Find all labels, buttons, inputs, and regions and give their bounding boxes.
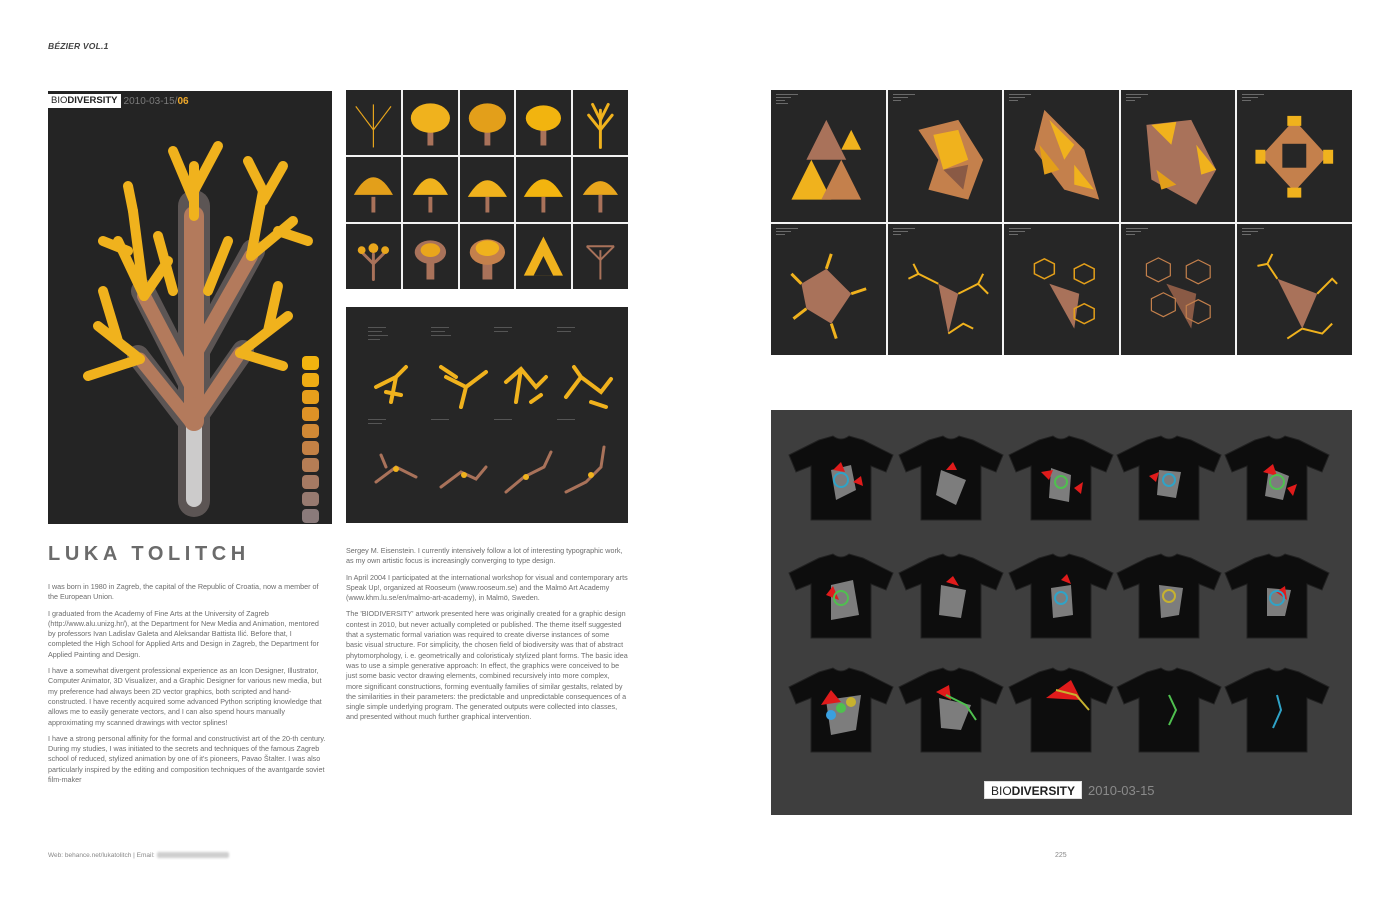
swatch: [302, 458, 319, 472]
bio-paragraph: I have a somewhat divergent professional experience as an Icon Designer, Illustrator, Computer Animator, 3D Visualizer, and a Graphic Designer for various new media, but my preference had always been 2D vector graphics, both scripted and hand-constructed. I have recently acquired some advanced Python scripting knowledge that allows me to easily generate vectors, and I can also spend hours manually approximating my scanned drawings with vector splines!: [48, 666, 322, 727]
tree-thumbnail: [346, 90, 401, 155]
footer-contact: [48, 852, 229, 859]
shirts-bio-light: BIO: [991, 784, 1012, 798]
tree-thumbnail: [573, 90, 628, 155]
fractal-panel: [771, 90, 886, 222]
fractal-panel: [1121, 90, 1236, 222]
tshirts-illustration: [771, 410, 1352, 815]
shirts-title-tag: [984, 781, 1155, 799]
fractal-panel: [888, 224, 1003, 356]
poster-bio-bold: DIVERSITY: [67, 95, 118, 106]
tree-thumbnail: [403, 157, 458, 222]
bio-paragraph: Sergey M. Eisenstein. I currently intensively follow a lot of interesting typographic work, as my own artistic focus is increasingly converging to type design.: [346, 546, 623, 566]
fractal-panel: [1237, 224, 1352, 356]
shirts-bio-label: [984, 781, 1082, 799]
fractal-panel: [1237, 90, 1352, 222]
tree-thumbnail: [516, 90, 571, 155]
swatch: [302, 509, 319, 523]
poster-bio-light: BIO: [51, 95, 68, 106]
poster-date: 2010-03-15/: [123, 95, 178, 107]
poster-tree-06: [48, 91, 332, 524]
tree-thumbnail: [346, 224, 401, 289]
tree-thumbnail: [403, 224, 458, 289]
bio-column-2: [346, 546, 628, 729]
swatch: [302, 441, 319, 455]
tree-thumbnail: [573, 157, 628, 222]
swatch: [302, 356, 319, 370]
tree-thumbnail: [460, 224, 515, 289]
fractal-panel: [1004, 90, 1119, 222]
author-name: LUKA TOLITCH: [48, 543, 250, 565]
poster-tree-illustration: [48, 91, 332, 524]
bio-paragraph: In April 2004 I participated at the international workshop for visual and contemporary arts Speak Up!, organized at Rooseum (www.rooseum.se) and the Malmö Art Academy (www.khm.lu.se/en/malmo-art-academy), in Malmö, Sweden.: [346, 572, 628, 603]
poster-color-swatches: [302, 356, 322, 524]
tree-thumbnail: [516, 224, 571, 289]
generative-structures-panel: [346, 307, 628, 523]
bio-paragraph: I graduated from the Academy of Fine Arts at the University of Zagreb (http://www.alu.unizg.hr/), at the Department for New Media and Animation, mentored by professors Ivan Ladislav Galeta and Aleksandar Battista Ilić. Before that, I completed the High School for Applied Arts and Design in Zagreb, the Department for Applied Painting and Design.: [48, 608, 319, 659]
tree-thumbnail: [460, 90, 515, 155]
bio-paragraph: I have a strong personal affinity for the formal and constructivist art of the 20-th century. During my studies, I was initiated to the secrets and techniques of the famous Zagreb school of reduced, stylized animation by one of it's pioneers, Pavao Štalter. I was also particularly inspired by the editing and composition techniques of the avantgarde soviet film-maker: [48, 733, 326, 785]
footer-web-email: Web: behance.net/lukatolitch | Email:: [48, 852, 155, 859]
tree-thumbnail: [346, 157, 401, 222]
swatch: [302, 492, 319, 506]
bio-paragraph: I was born in 1980 in Zagreb, the capital of the Republic of Croatia, now a member of the European Union.: [48, 582, 319, 602]
running-head: BÉZIER VOL.1: [48, 41, 109, 51]
tshirts-panel: [771, 410, 1352, 815]
bio-paragraph: The 'BIODIVERSITY' artwork presented here was originally created for a graphic design contest in 2010, but never actually completed or published. The theme itself suggested that a systematic formal variation was required to create diverse instances of some basic visual structure. For simplicity, the chosen field of biodiversity was that of abstract phytomorphology, i. e. geometrically and coloristicaly stylized plant forms. The basic idea was to use a simple generative approach: In effect, the graphics were conceived to be just some basic vector drawing elements, combined recursively into more complex, more significant constructions, forming eventually families of similar gestalts, related by the similarities in their parameters: the predictable and unpredictable consequences of a single simple underlying program. The generated outputs were collected into classes, and presented without much further graphical intervention.: [346, 609, 628, 722]
tree-thumbnail-grid: [346, 90, 628, 289]
blurred-email: [157, 852, 229, 858]
tree-thumbnail: [460, 157, 515, 222]
swatch: [302, 407, 319, 421]
swatch: [302, 424, 319, 438]
swatch: [302, 373, 319, 387]
page-number: 225: [1055, 852, 1067, 859]
bio-column-1: [48, 582, 326, 791]
tree-thumbnail: [573, 224, 628, 289]
fractal-panel: [1121, 224, 1236, 356]
fractal-panel-grid: [771, 90, 1352, 355]
poster-number: 06: [177, 95, 189, 107]
tree-thumbnail: [516, 157, 571, 222]
fractal-panel: [888, 90, 1003, 222]
swatch: [302, 390, 319, 404]
shirts-date: 2010-03-15: [1088, 782, 1155, 798]
fractal-panel: [1004, 224, 1119, 356]
swatch: [302, 475, 319, 489]
generative-structures-illustration: [346, 307, 628, 523]
shirts-bio-bold: DIVERSITY: [1011, 784, 1076, 798]
fractal-panel: [771, 224, 886, 356]
tree-thumbnail: [403, 90, 458, 155]
